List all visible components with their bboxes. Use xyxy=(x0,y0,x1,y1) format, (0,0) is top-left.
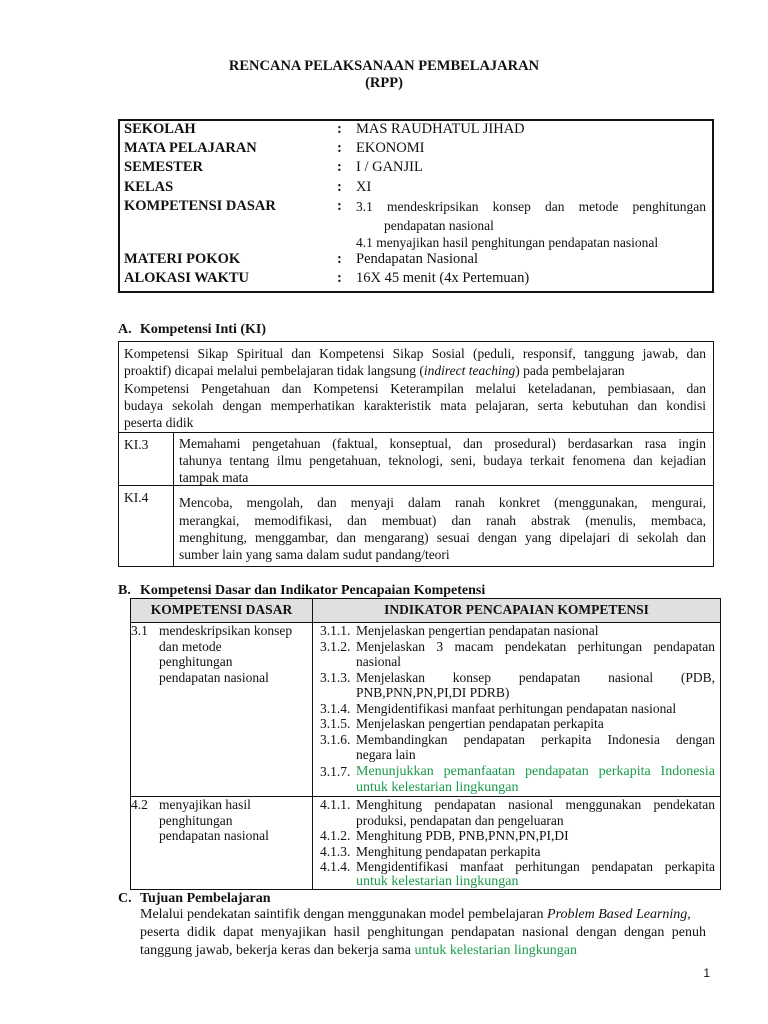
ki4-line: merangkai, memodifikasi, dan membuat) dan ranah abstrak (menulis, membaca, xyxy=(179,513,706,528)
ki-col-divider xyxy=(173,432,174,567)
text-run: Melalui pendekatan saintifik dengan menggunakan model pembelajaran xyxy=(140,907,548,922)
ki-divider xyxy=(118,432,714,433)
label-semester: SEMESTER xyxy=(124,159,203,175)
ki4-line: sumber lain yang sama dalam sudut pandang/teori xyxy=(179,547,450,562)
section-letter: C. xyxy=(118,891,132,906)
ki4-line: Mencoba, mengolah, dan menyaji dalam ranah konkret (menggunakan, mengurai, xyxy=(179,495,706,510)
indicator-item xyxy=(320,797,715,829)
indicator-item xyxy=(320,828,715,844)
indicator-text: Menjelaskan 3 macam pendekatan perhitungan pendapatan xyxy=(356,638,715,654)
indicator-number: 3.1.6. xyxy=(320,731,351,747)
label-alokasi-waktu: ALOKASI WAKTU xyxy=(124,270,250,286)
value-semester: I / GANJIL xyxy=(356,159,423,175)
text-run-italic: indirect teaching xyxy=(423,363,516,378)
kd1-number: 3.1 xyxy=(131,623,148,638)
section-c-heading xyxy=(118,891,271,907)
kd2-line: pendapatan nasional xyxy=(159,828,269,843)
ki3-line: tampak mata xyxy=(179,470,249,485)
indicator-text: Menghitung pendapatan nasional menggunakan pendekatan xyxy=(356,797,715,812)
indicator-text-cont: PNB,PNN,PN,PI,DI PDRB) xyxy=(356,685,510,700)
value-sekolah: MAS RAUDHATUL JIHAD xyxy=(356,121,525,137)
indicator-number: 3.1.4. xyxy=(320,700,351,716)
ki3-label: KI.3 xyxy=(124,437,149,452)
value-alokasi-waktu: 16X 45 menit (4x Pertemuan) xyxy=(356,270,530,286)
indicator-text-cont: negara lain xyxy=(356,747,416,762)
label-sekolah: SEKOLAH xyxy=(124,121,196,137)
section-title: Tujuan Pembelajaran xyxy=(140,891,271,906)
ki3-line: tahunya tentang ilmu pengetahuan, teknologi, seni, budaya terkait fenomena dan kejadian xyxy=(179,453,706,468)
indicator-column-header: INDIKATOR PENCAPAIAN KOMPETENSI xyxy=(312,598,721,623)
label-materi-pokok: MATERI POKOK xyxy=(124,251,241,267)
kd2-number: 4.2 xyxy=(131,797,148,812)
indicator-number: 3.1.3. xyxy=(320,669,351,685)
tujuan-line xyxy=(140,942,706,960)
kd1-line: mendeskripsikan konsep xyxy=(159,623,293,638)
indicator-text: Menjelaskan pengertian pendapatan nasional xyxy=(356,623,599,638)
value-mata-pelajaran: EKONOMI xyxy=(356,140,425,156)
section-a-heading xyxy=(118,322,266,338)
indicator-number: 3.1.7. xyxy=(320,764,351,779)
tujuan-line: peserta didik dapat menyajikan hasil penghitungan pendapatan nasional dengan dengan penuh xyxy=(140,925,706,940)
indicator-text-cont: untuk kelestarian lingkungan xyxy=(356,874,519,889)
indicator-text: Mengidentifikasi manfaat perhitungan pendapatan nasional xyxy=(356,700,677,716)
value-kd-line1-cont: pendapatan nasional xyxy=(384,218,494,233)
ki4-label: KI.4 xyxy=(124,490,149,505)
colon: : xyxy=(337,121,342,137)
indicator-item xyxy=(320,859,715,891)
ki-intro-line: peserta didik xyxy=(124,415,194,430)
colon: : xyxy=(337,251,342,267)
label-mata-pelajaran: MATA PELAJARAN xyxy=(124,140,257,156)
section-letter: B. xyxy=(118,583,131,598)
page-number: 1 xyxy=(703,966,710,980)
kd1-line: penghitungan xyxy=(159,654,233,669)
ki-intro-line: Kompetensi Pengetahuan dan Kompetensi Keterampilan melalui keteladanan, pembiasaan, dan xyxy=(124,381,706,396)
kd2-line: penghitungan xyxy=(159,812,233,828)
ki-intro-line: budaya sekolah dengan memperhatikan karakteristik mata pelajaran, serta kebutuhan dan kondisi xyxy=(124,398,706,413)
kd-col-divider xyxy=(312,622,313,890)
indicator-text-cont: nasional xyxy=(356,654,401,669)
indicator-item xyxy=(320,716,715,732)
indicator-text: Menghitung pendapatan perkapita xyxy=(356,843,541,859)
text-run: proaktif) dicapai melalui pembelajaran tidak langsung ( xyxy=(124,363,424,378)
indicator-item xyxy=(320,701,715,717)
section-letter: A. xyxy=(118,322,132,337)
indicator-text: Menghitung PDB, PNB,PNN,PN,PI,DI xyxy=(356,828,569,843)
indicator-text: Mengidentifikasi manfaat perhitungan pendapatan perkapita xyxy=(356,859,715,874)
colon: : xyxy=(337,198,342,214)
value-kd-line2: 4.1 menyajikan hasil penghitungan pendapatan nasional xyxy=(356,235,659,250)
indicator-text-cont: produksi, pendapatan dan pengeluaran xyxy=(356,812,564,828)
colon: : xyxy=(337,159,342,175)
label-kelas: KELAS xyxy=(124,179,174,195)
section-title: Kompetensi Inti (KI) xyxy=(140,322,266,337)
indicator-number: 3.1.2. xyxy=(320,638,351,654)
kd-column-header: KOMPETENSI DASAR xyxy=(130,598,313,623)
label-kompetensi-dasar: KOMPETENSI DASAR xyxy=(124,198,276,214)
document-title: RENCANA PELAKSANAAN PEMBELAJARAN xyxy=(228,58,540,74)
indicator-item xyxy=(320,764,715,796)
indicator-text: Membandingkan pendapatan perkapita Indonesia dengan xyxy=(356,731,715,747)
ki-intro-line: Kompetensi Sikap Spiritual dan Kompetensi Sikap Sosial (peduli, responsif, tanggung jawab, dan xyxy=(124,346,706,361)
ki3-line: Memahami pengetahuan (faktual, konseptual, dan prosedural) berdasarkan rasa ingin xyxy=(179,436,706,451)
indicator-number: 4.1.2. xyxy=(320,828,351,843)
kd2-line: menyajikan hasil xyxy=(159,797,251,812)
kd1-line: dan metode xyxy=(159,638,222,654)
indicator-number: 3.1.5. xyxy=(320,716,351,731)
indicator-text: Menjelaskan konsep pendapatan nasional (PDB, xyxy=(356,669,715,685)
indicator-text: Menjelaskan pengertian pendapatan perkapita xyxy=(356,716,604,731)
indicator-item xyxy=(320,623,715,639)
indicator-item xyxy=(320,670,715,702)
ki-intro-line xyxy=(124,362,706,380)
colon: : xyxy=(337,270,342,286)
text-run-italic: Problem Based Learning, xyxy=(547,907,691,922)
ki4-line: menghitung, menggambar, dan mengarang) sesuai dengan yang dipelajari di sekolah dan xyxy=(179,530,706,545)
indicator-number: 4.1.3. xyxy=(320,843,351,859)
text-run: tanggung jawab, bekerja keras dan bekerja sama xyxy=(140,943,415,958)
tujuan-paragraph xyxy=(140,906,706,960)
text-run-green: untuk kelestarian lingkungan xyxy=(414,943,577,958)
tujuan-line xyxy=(140,906,706,924)
value-kd-line1: 3.1 mendeskripsikan konsep dan metode penghitungan xyxy=(356,199,706,214)
value-kelas: XI xyxy=(356,179,372,195)
colon: : xyxy=(337,179,342,195)
text-run: ) pada pembelajaran xyxy=(515,363,625,378)
indicator-number: 4.1.1. xyxy=(320,797,351,812)
kd1-line: pendapatan nasional xyxy=(159,669,269,685)
indicator-item xyxy=(320,639,715,671)
colon: : xyxy=(337,140,342,156)
document-subtitle: (RPP) xyxy=(365,75,403,91)
indicator-number: 4.1.4. xyxy=(320,859,351,874)
indicator-text-cont: untuk kelestarian lingkungan xyxy=(356,779,519,795)
indicator-item xyxy=(320,844,715,860)
value-materi-pokok: Pendapatan Nasional xyxy=(356,251,479,267)
indicator-text: Menunjukkan pemanfaatan pendapatan perkapita Indonesia xyxy=(356,764,715,779)
indicator-item xyxy=(320,732,715,764)
section-b-heading xyxy=(118,583,485,599)
indicator-number: 3.1.1. xyxy=(320,623,351,638)
section-title: Kompetensi Dasar dan Indikator Pencapaian Kompetensi xyxy=(140,583,486,598)
